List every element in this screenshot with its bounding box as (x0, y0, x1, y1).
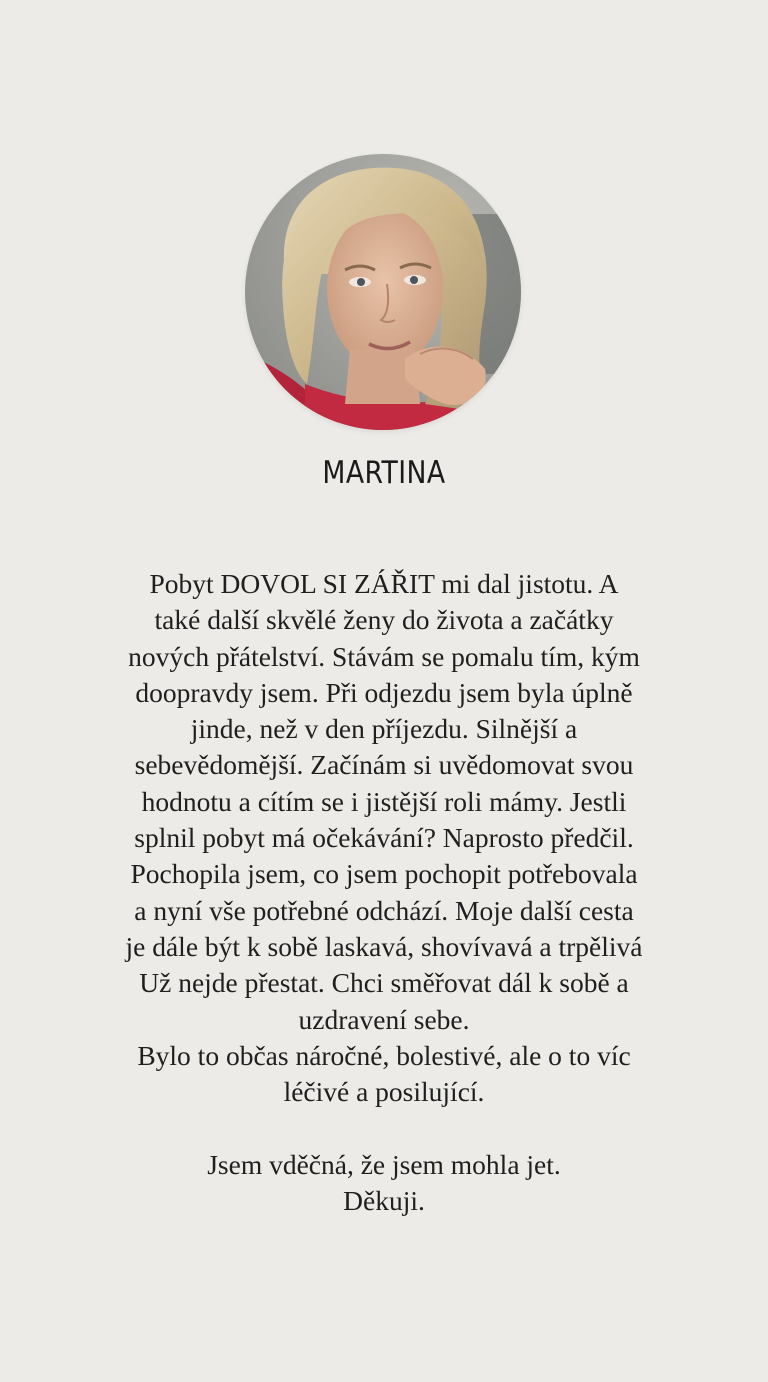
testimonial-line: sebevědomější. Začínám si uvědomovat svou (134, 749, 634, 781)
closing-line: Jsem vděčná, že jsem mohla jet. (207, 1148, 561, 1180)
testimonial-line: jinde, než v den příjezdu. Silnější a (190, 713, 578, 745)
testimonial-line: uzdravení sebe. (298, 1003, 470, 1035)
profile-name: MARTINA (322, 455, 446, 491)
testimonial-line: Pochopila jsem, co jsem pochopit potřebovala (130, 858, 638, 890)
testimonial-line: je dále být k sobě laskavá, shovívavá a trpělivá (125, 930, 643, 962)
testimonial-line: nových přátelství. Stávám se pomalu tím, kým (128, 640, 640, 672)
testimonial-line: Pobyt DOVOL SI ZÁŘIT mi dal jistotu. A (149, 568, 619, 599)
testimonial-line: splnil pobyt má očekávání? Naprosto předčil. (134, 822, 634, 854)
testimonial-line: hodnotu a cítím se i jistější roli mámy. Jestli (141, 785, 627, 817)
testimonial-line: Už nejde přestat. Chci směřovat dál k sobě a (139, 967, 629, 999)
testimonial-line: doopravdy jsem. Při odjezdu jsem byla úplně (135, 676, 633, 708)
testimonial-line: také další skvělé ženy do života a začátky (154, 604, 614, 636)
testimonial-line: Bylo to občas náročné, bolestivé, ale o to víc (137, 1039, 631, 1071)
testimonial-line: a nyní vše potřebné odchází. Moje další cesta (134, 894, 634, 926)
testimonial-text (60, 566, 708, 1219)
avatar (245, 154, 521, 430)
profile-photo (245, 154, 521, 430)
paragraph-gap (60, 1110, 708, 1146)
testimonial-line: léčivé a posilující. (283, 1076, 485, 1108)
closing-line: Děkuji. (343, 1185, 425, 1217)
